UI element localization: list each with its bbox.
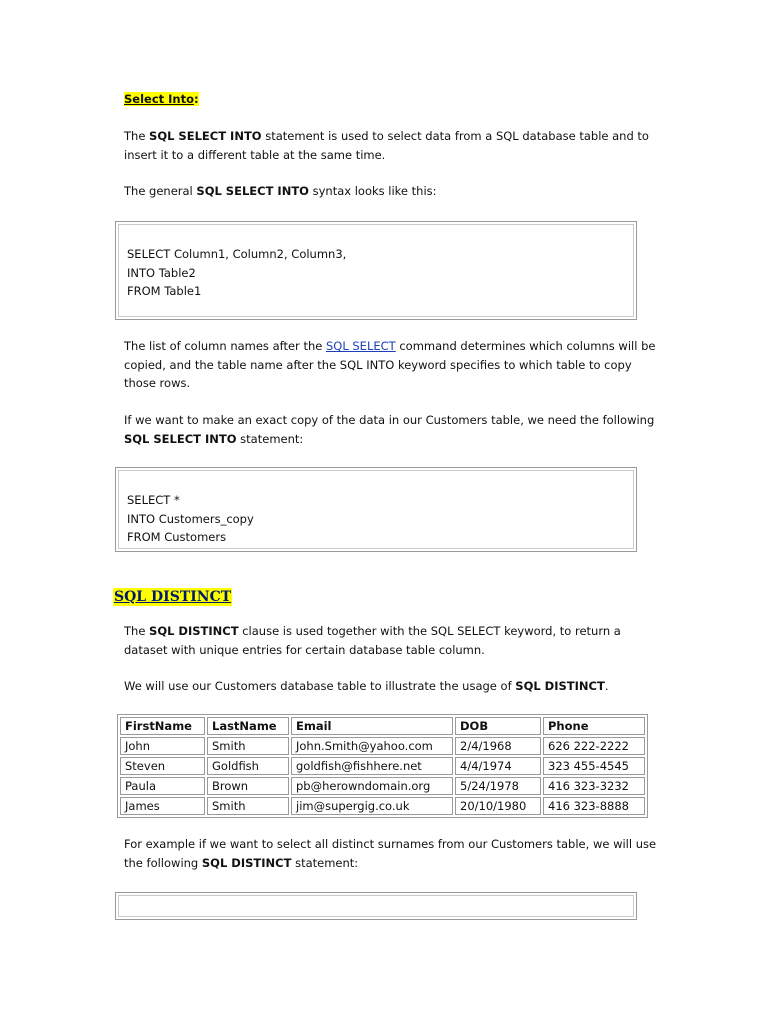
distinct-code-box: [115, 892, 637, 920]
copy-intro-keyword: SQL SELECT INTO: [124, 431, 237, 446]
syntax-intro-text-rest: syntax looks like this:: [308, 184, 437, 198]
copy-intro-text-rest: statement:: [236, 431, 304, 446]
column-header-firstname: FirstName: [120, 717, 205, 735]
table-row: [120, 737, 645, 755]
table-cell: James: [120, 797, 205, 815]
table-cell: pb@herowndomain.org: [291, 777, 453, 795]
sql-distinct-heading: SQL DISTINCT: [114, 589, 232, 605]
table-cell: 323 455-4545: [543, 757, 645, 775]
table-cell: Goldfish: [207, 757, 289, 775]
distinct-intro-keyword: SQL DISTINCT: [149, 624, 239, 638]
table-cell: Brown: [207, 777, 289, 795]
copy-intro-text: If we want to make an exact copy of the data in our Customers table, we need the following: [124, 413, 655, 427]
table-cell: 5/24/1978: [455, 777, 541, 795]
code-line: FROM Table1: [127, 284, 202, 298]
table-cell: John.Smith@yahoo.com: [291, 737, 453, 755]
usage-intro-paragraph: [124, 677, 664, 696]
table-cell: 2/4/1968: [455, 737, 541, 755]
table-cell: John: [120, 737, 205, 755]
example-intro-keyword: SQL DISTINCT: [201, 855, 292, 870]
select-into-heading-colon: :: [194, 92, 199, 106]
syntax-intro-text: The general: [124, 184, 197, 198]
select-into-heading: [124, 92, 199, 106]
copy-intro-paragraph: [124, 411, 664, 448]
distinct-intro-text: The: [124, 624, 150, 638]
code-line: SELECT Column1, Column2, Column3,: [127, 247, 347, 261]
distinct-intro-text-rest: clause is used together with the SQL SELECT keyword, to return a dataset with unique entries for certain database table column.: [124, 624, 621, 657]
table-cell: Steven: [120, 757, 205, 775]
example-intro-text: For example if we want to select all distinct surnames from our Customers table, we will use the following: [124, 837, 657, 870]
table-row: [120, 757, 645, 775]
table-cell: Smith: [207, 737, 289, 755]
syntax-intro-keyword: SQL SELECT INTO: [196, 184, 309, 198]
table-cell: 626 222-2222: [543, 737, 645, 755]
column-header-lastname: LastName: [207, 717, 289, 735]
example-intro-paragraph: [124, 835, 664, 872]
copy-code-box: [115, 467, 637, 552]
table-cell: goldfish@fishhere.net: [291, 757, 453, 775]
usage-intro-text-rest: .: [604, 679, 609, 693]
column-header-phone: Phone: [543, 717, 645, 735]
customers-table: [117, 714, 648, 818]
table-cell: Paula: [120, 777, 205, 795]
column-header-email: Email: [291, 717, 453, 735]
select-into-intro-paragraph: [124, 127, 664, 164]
code-line: SELECT *: [127, 493, 180, 507]
code-line: INTO Customers_copy: [127, 511, 254, 526]
usage-intro-keyword: SQL DISTINCT: [515, 679, 605, 693]
code-line: INTO Table2: [127, 265, 196, 280]
explanation-text: The list of column names after the: [124, 339, 326, 353]
table-cell: 20/10/1980: [455, 797, 541, 815]
syntax-code-box: [115, 221, 637, 320]
intro-text-rest: statement is used to select data from a SQL database table and to insert it to a different table at the same time.: [124, 129, 649, 162]
code-line: FROM Customers: [127, 530, 227, 544]
table-row: [120, 777, 645, 795]
table-header-row: [120, 717, 645, 735]
select-into-heading-text: Select Into: [124, 92, 195, 106]
sql-select-link[interactable]: SQL SELECT: [325, 339, 396, 353]
table-cell: Smith: [207, 797, 289, 815]
table-cell: 416 323-3232: [543, 777, 645, 795]
usage-intro-text: We will use our Customers database table to illustrate the usage of: [124, 679, 516, 693]
intro-keyword: SQL SELECT INTO: [149, 129, 262, 143]
intro-text: The: [124, 129, 150, 143]
explanation-paragraph: [124, 337, 664, 393]
distinct-intro-paragraph: [124, 622, 664, 659]
table-cell: 416 323-8888: [543, 797, 645, 815]
table-row: [120, 797, 645, 815]
syntax-intro-paragraph: [124, 182, 664, 201]
table-cell: jim@supergig.co.uk: [291, 797, 453, 815]
table-cell: 4/4/1974: [455, 757, 541, 775]
explanation-text-rest: command determines which columns will be copied, and the table name after the SQL INTO keyword specifies to which table to copy those rows.: [124, 339, 656, 390]
example-intro-text-rest: statement:: [291, 855, 359, 870]
column-header-dob: DOB: [455, 717, 541, 735]
